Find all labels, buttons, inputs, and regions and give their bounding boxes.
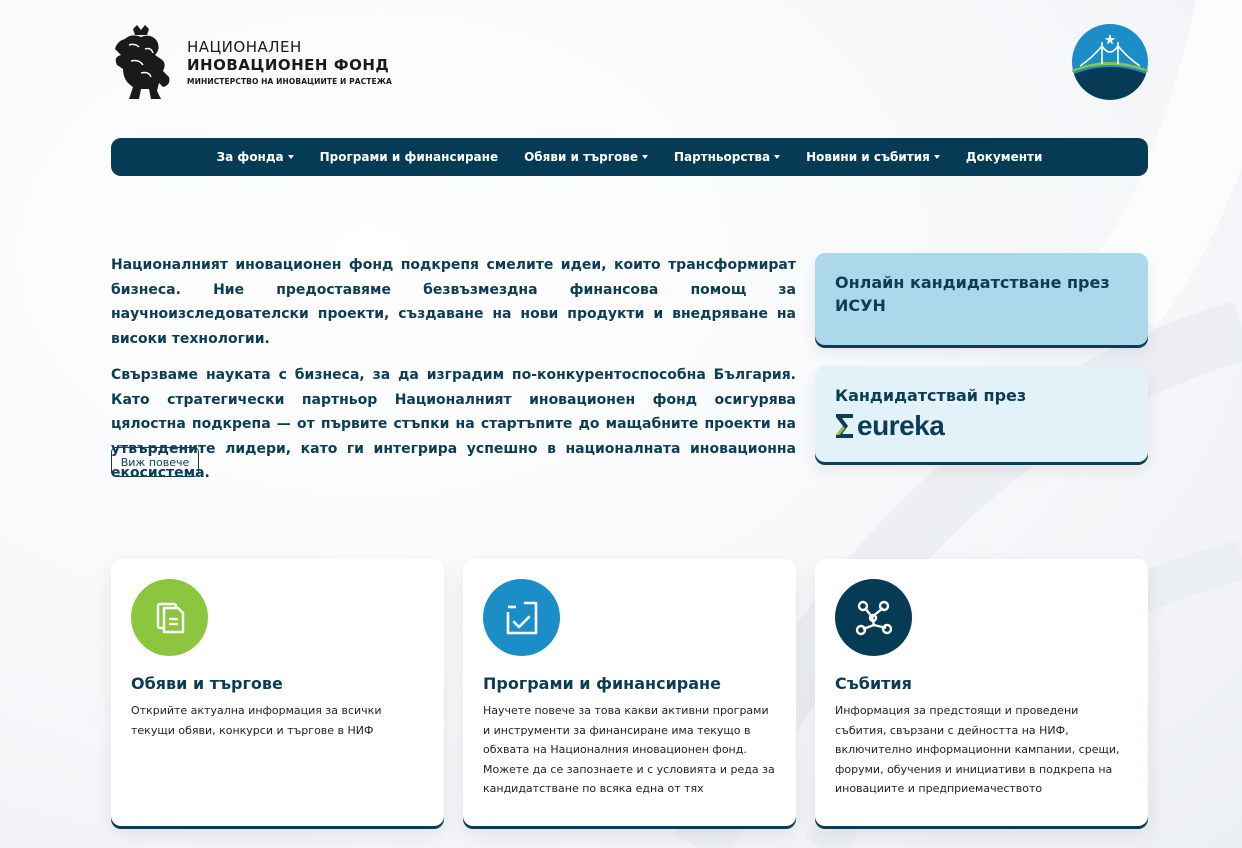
card-text: Информация за предстоящи и проведени събития, свързани с дейността на НИФ, включително информационни кампании, срещи, форуми, обучения и инициативи в подкрепа на иновациите и предприемачеството — [835, 704, 1120, 795]
logo-ministry: МИНИСТЕРСТВО НА ИНОВАЦИИТЕ И РАСТЕЖА — [187, 77, 392, 87]
logo-line-1: НАЦИОНАЛЕН — [187, 38, 302, 57]
document-icon — [131, 579, 208, 656]
events-card[interactable] — [815, 559, 1148, 826]
caret-down-icon — [934, 155, 940, 159]
intro-paragraph-2: Свързваме науката с бизнеса, за да изградим по-конкурентоспособна България. Като стратегически партньор Националният иновационен фонд осигурява цялостна подкрепа — от първите стъпки на стартъпите до мащабните проекти на утвърдените лидери, като ги интегрира успешно в националната иновационна екосистема. — [111, 367, 796, 481]
nav-item-announcements[interactable] — [511, 150, 661, 164]
caret-down-icon — [288, 155, 294, 159]
intro-paragraph-1: Националният иновационен фонд подкрепя смелите идеи, които трансформират бизнеса. Ние предоставяме безвъзмездна финансова помощ за научноизследователски проекти, създаване на нови продукти и внедряване на високи технологии. — [111, 257, 796, 347]
nav-label: Документи — [965, 150, 1043, 164]
nav-label: За фонда — [216, 150, 284, 164]
eureka-logo — [835, 412, 1128, 440]
nav-item-documents[interactable] — [953, 150, 1056, 164]
nav-item-programs[interactable] — [307, 150, 511, 164]
nav-label: Новини и събития — [806, 150, 930, 164]
nav-item-about[interactable] — [204, 150, 307, 164]
see-more-button[interactable]: Виж повече — [111, 447, 199, 477]
card-title: Програми и финансиране — [483, 674, 721, 693]
eureka-apply-card[interactable] — [815, 366, 1148, 462]
network-icon — [835, 579, 912, 656]
programs-card[interactable] — [463, 559, 796, 826]
nav-item-partnerships[interactable] — [661, 150, 793, 164]
nav-label: Обяви и търгове — [524, 150, 638, 164]
card-title: Събития — [835, 674, 912, 693]
eureka-wordmark: eureka — [857, 410, 945, 441]
caret-down-icon — [642, 155, 648, 159]
caret-down-icon — [774, 155, 780, 159]
intro-section — [111, 253, 796, 498]
card-text: Открийте актуална информация за всички текущи обяви, конкурси и търгове в НИФ — [131, 704, 382, 737]
nav-item-news[interactable] — [793, 150, 953, 164]
card-title: Обяви и търгове — [131, 674, 283, 693]
nav-label: Партньорства — [673, 150, 771, 164]
checkbox-icon — [483, 579, 560, 656]
nav-label: Програми и финансиране — [319, 150, 499, 164]
isun-apply-card[interactable] — [815, 253, 1148, 345]
bridge-emblem-icon[interactable] — [1072, 24, 1148, 100]
card-text: Научете повече за това какви активни програми и инструменти за финансиране има текущо в обхвата на Националния иновационен фонд. Можете да се запознаете и с условията и реда за кандидатстване по всяка една от тях — [483, 704, 775, 795]
eureka-apply-title: Кандидатствай през — [835, 386, 1027, 405]
main-nav — [111, 138, 1148, 176]
lion-emblem-icon — [111, 25, 173, 101]
isun-apply-title: Онлайн кандидатстване през ИСУН — [835, 273, 1110, 315]
logo-line-2: ИНОВАЦИОНЕН ФОНД — [187, 56, 390, 75]
announcements-card[interactable] — [111, 559, 444, 826]
site-logo[interactable] — [111, 25, 392, 101]
sigma-icon — [835, 413, 855, 439]
